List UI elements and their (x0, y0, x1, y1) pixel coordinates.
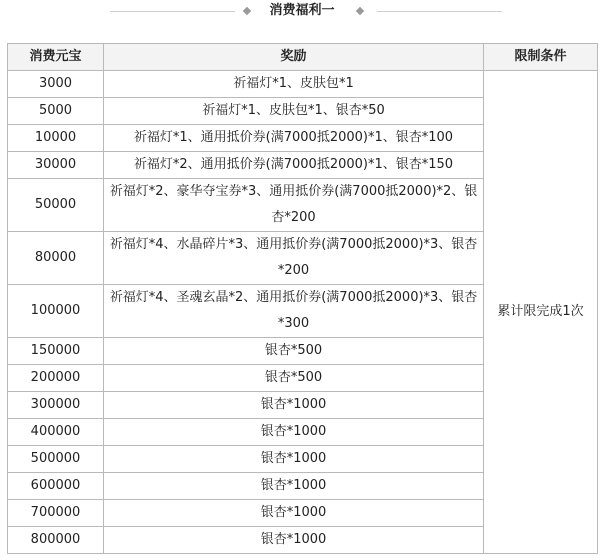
amount-cell: 400000 (8, 419, 104, 446)
amount-cell: 800000 (8, 527, 104, 554)
header-limit: 限制条件 (484, 44, 598, 71)
diamond-icon (356, 7, 364, 15)
header-reward: 奖励 (104, 44, 484, 71)
reward-cell: 银杏*1000 (104, 419, 484, 446)
title-divider-right (377, 11, 502, 12)
amount-cell: 300000 (8, 392, 104, 419)
amount-cell: 700000 (8, 500, 104, 527)
reward-cell: 银杏*1000 (104, 500, 484, 527)
amount-cell: 600000 (8, 473, 104, 500)
table-header-row (8, 44, 598, 71)
amount-cell: 50000 (8, 179, 104, 232)
reward-cell: 祈福灯*1、皮肤包*1、银杏*50 (104, 98, 484, 125)
reward-cell: 祈福灯*1、皮肤包*1 (104, 71, 484, 98)
reward-cell: 银杏*1000 (104, 392, 484, 419)
reward-cell: 银杏*500 (104, 365, 484, 392)
reward-cell: 祈福灯*1、通用抵价券(满7000抵2000)*1、银杏*100 (104, 125, 484, 152)
limit-cell: 累计限完成1次 (484, 71, 598, 554)
title-divider-left (110, 11, 235, 12)
amount-cell: 5000 (8, 98, 104, 125)
section-title-bar (0, 0, 604, 26)
reward-cell: 祈福灯*2、豪华夺宝券*3、通用抵价券(满7000抵2000)*2、银杏*200 (104, 179, 484, 232)
reward-cell: 祈福灯*4、水晶碎片*3、通用抵价券(满7000抵2000)*3、银杏*200 (104, 232, 484, 285)
rewards-table (7, 43, 598, 554)
section-title: 消费福利一 (269, 3, 335, 18)
amount-cell: 3000 (8, 71, 104, 98)
reward-cell: 银杏*1000 (104, 527, 484, 554)
amount-cell: 80000 (8, 232, 104, 285)
amount-cell: 100000 (8, 285, 104, 338)
header-amount: 消费元宝 (8, 44, 104, 71)
amount-cell: 500000 (8, 446, 104, 473)
reward-cell: 祈福灯*2、通用抵价券(满7000抵2000)*1、银杏*150 (104, 152, 484, 179)
reward-cell: 银杏*500 (104, 338, 484, 365)
reward-cell: 银杏*1000 (104, 473, 484, 500)
amount-cell: 200000 (8, 365, 104, 392)
reward-cell: 祈福灯*4、圣魂玄晶*2、通用抵价券(满7000抵2000)*3、银杏*300 (104, 285, 484, 338)
diamond-icon (243, 7, 251, 15)
amount-cell: 10000 (8, 125, 104, 152)
reward-cell: 银杏*1000 (104, 446, 484, 473)
amount-cell: 30000 (8, 152, 104, 179)
amount-cell: 150000 (8, 338, 104, 365)
table-row (8, 71, 598, 98)
